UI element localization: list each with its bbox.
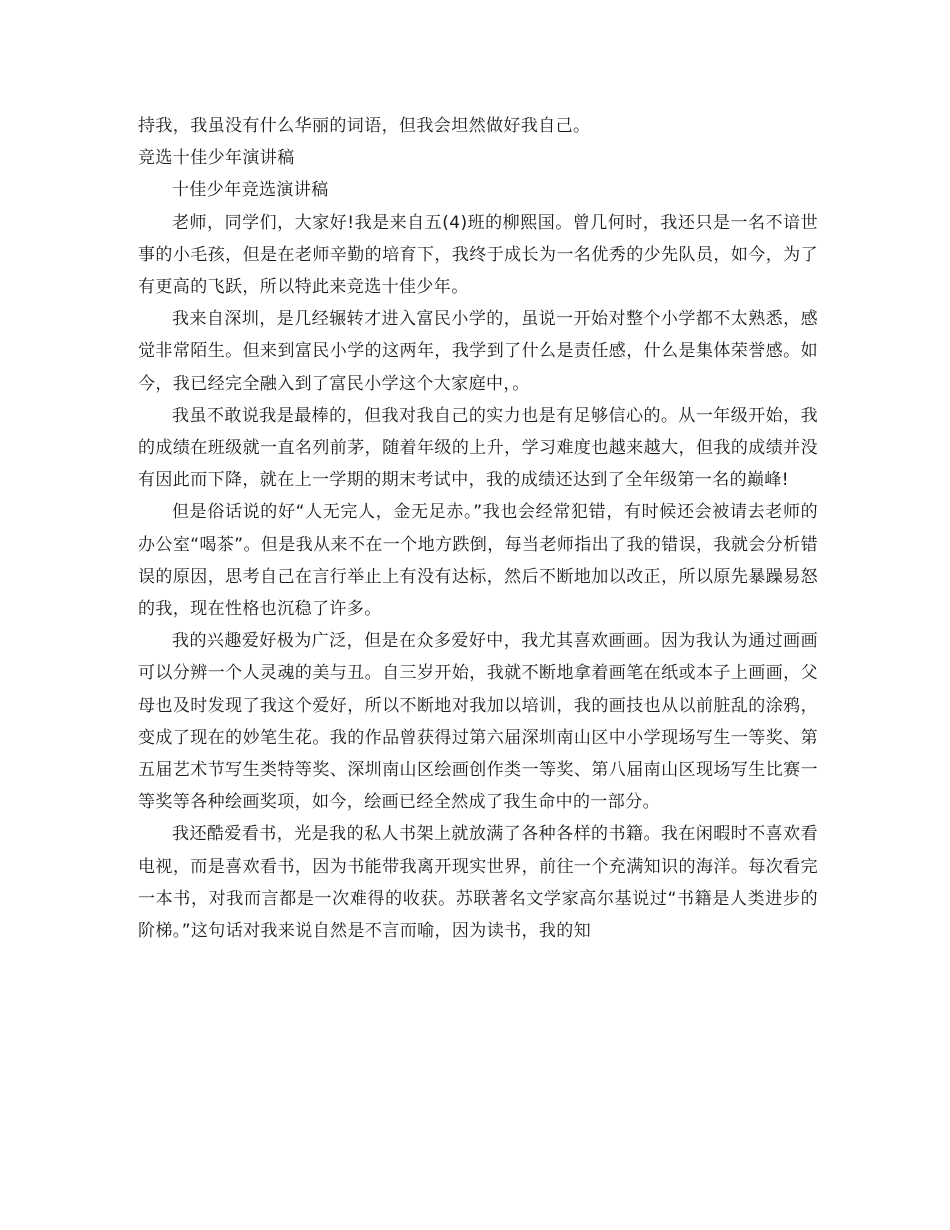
document-body [138,110,818,947]
section-heading: 竞选十佳少年演讲稿 [138,148,295,169]
paragraph: 我来自深圳，是几经辗转才进入富民小学的，虽说一开始对整个小学都不太熟悉，感觉非常陌生。但来到富民小学的这两年，我学到了什么是责任感，什么是集体荣誉感。如今，我已经完全融入到了富民小学这个大家庭中，。 [138,309,818,394]
paragraph: 但是俗话说的好“人无完人，金无足赤。”我也会经常犯错，有时候还会被请去老师的办公室“喝茶”。但是我从来不在一个地方跌倒，每当老师指出了我的错误，我就会分析错误的原因，思考自己在言行举止上有没有达标，然后不断地加以改正，所以原先暴躁易怒的我，现在性格也沉稳了许多。 [138,502,818,620]
paragraph: 我还酷爱看书，光是我的私人书架上就放满了各种各样的书籍。我在闲暇时不喜欢看电视，而是喜欢看书，因为书能带我离开现实世界，前往一个充满知识的海洋。每次看完一本书，对我而言都是一次难得的收获。苏联著名文学家高尔基说过“书籍是人类进步的阶梯。”这句话对我来说自然是不言而喻，因为读书，我的知 [138,824,818,942]
paragraph: 我的兴趣爱好极为广泛，但是在众多爱好中，我尤其喜欢画画。因为我认为通过画画可以分辨一个人灵魂的美与丑。自三岁开始，我就不断地拿着画笔在纸或本子上画画，父母也及时发现了我这个爱好，所以不断地对我加以培训，我的画技也从以前脏乱的涂鸦，变成了现在的妙笔生花。我的作品曾获得过第六届深圳南山区中小学现场写生一等奖、第五届艺术节写生类特等奖、深圳南山区绘画创作类一等奖、第八届南山区现场写生比赛一等奖等各种绘画奖项，如今，绘画已经全然成了我生命中的一部分。 [138,631,818,813]
paragraph: 我虽不敢说我是最棒的，但我对我自己的实力也是有足够信心的。从一年级开始，我的成绩在班级就一直名列前茅，随着年级的上升，学习难度也越来越大，但我的成绩并没有因此而下降，就在上一学期的期末考试中，我的成绩还达到了全年级第一名的巅峰! [138,405,818,491]
paragraph: 老师，同学们，大家好!我是来自五(4)班的柳熙国。曾几何时，我还只是一名不谙世事的小毛孩，但是在老师辛勤的培育下，我终于成长为一名优秀的少先队员，如今，为了有更高的飞跃，所以特此来竞选十佳少年。 [138,212,818,298]
continuation-text: 持我，我虽没有什么华丽的词语，但我会坦然做好我自己。 [138,116,591,136]
speech-title: 十佳少年竞选演讲稿 [172,180,329,201]
